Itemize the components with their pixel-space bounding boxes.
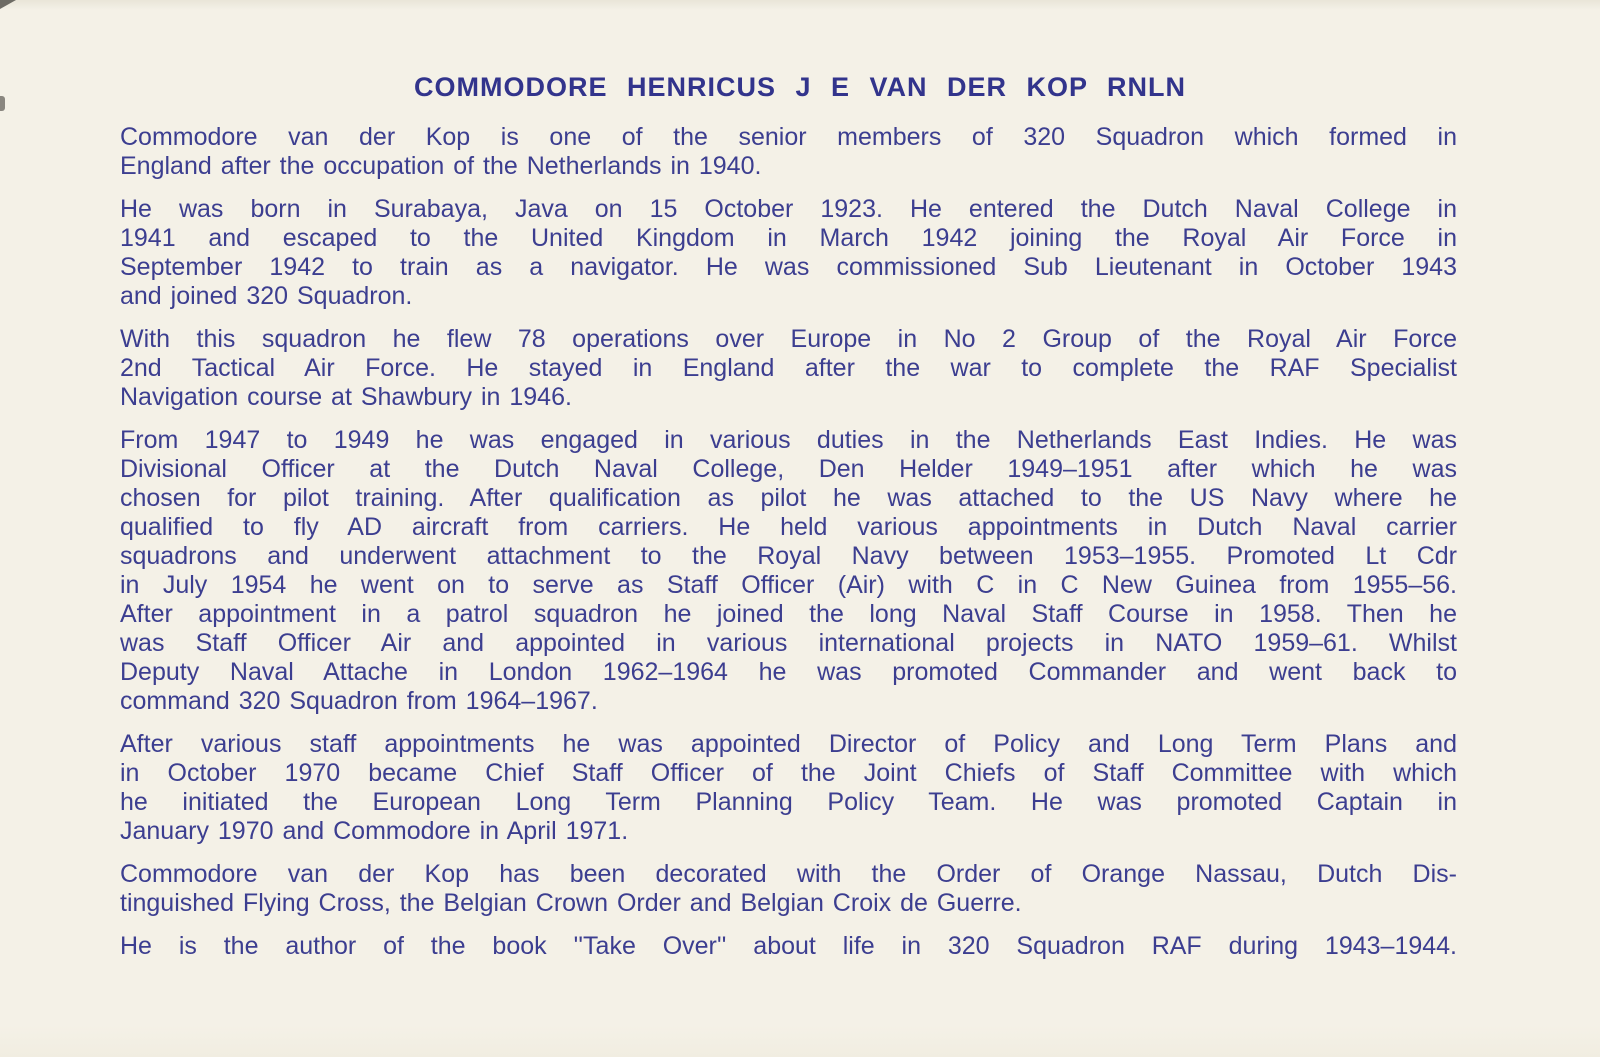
text-line: After appointment in a patrol squadron he joined the long Naval Staff Course in 1958. Then he [120, 600, 1457, 628]
text-line: squadrons and underwent attachment to the Royal Navy between 1953–1955. Promoted Lt Cdr [120, 542, 1457, 570]
document-body [120, 123, 1457, 975]
paragraph [120, 932, 1457, 961]
paragraph [120, 426, 1457, 716]
text-line: January 1970 and Commodore in April 1971. [120, 817, 629, 845]
paragraph [120, 730, 1457, 846]
text-line: in October 1970 became Chief Staff Officer of the Joint Chiefs of Staff Committee with which [120, 759, 1457, 787]
text-line: Deputy Naval Attache in London 1962–1964 he was promoted Commander and went back to [120, 658, 1457, 686]
text-line: Divisional Officer at the Dutch Naval College, Den Helder 1949–1951 after which he was [120, 455, 1457, 483]
text-line: From 1947 to 1949 he was engaged in various duties in the Netherlands East Indies. He was [120, 426, 1457, 454]
paragraph [120, 860, 1457, 918]
text-line: With this squadron he flew 78 operations over Europe in No 2 Group of the Royal Air Force [120, 325, 1457, 353]
paragraph [120, 325, 1457, 412]
text-line: Commodore van der Kop is one of the senior members of 320 Squadron which formed in [120, 123, 1457, 151]
text-line: He is the author of the book ''Take Over'' about life in 320 Squadron RAF during 1943–1944. [120, 932, 1457, 960]
text-line: After various staff appointments he was appointed Director of Policy and Long Term Plans and [120, 730, 1457, 758]
text-line: was Staff Officer Air and appointed in various international projects in NATO 1959–61. Whilst [120, 629, 1457, 657]
text-line: and joined 320 Squadron. [120, 282, 413, 310]
text-line: in July 1954 he went on to serve as Staff Officer (Air) with C in C New Guinea from 1955–56. [120, 571, 1457, 599]
text-line: tinguished Flying Cross, the Belgian Crown Order and Belgian Croix de Guerre. [120, 889, 1022, 917]
page-title: COMMODORE HENRICUS J E VAN DER KOP RNLN [413, 72, 1187, 102]
text-line: he initiated the European Long Term Planning Policy Team. He was promoted Captain in [120, 788, 1457, 816]
text-line: qualified to fly AD aircraft from carriers. He held various appointments in Dutch Naval carrier [120, 513, 1457, 541]
text-line: command 320 Squadron from 1964–1967. [120, 687, 598, 715]
text-line: September 1942 to train as a navigator. He was commissioned Sub Lieutenant in October 1943 [120, 253, 1457, 281]
text-line: He was born in Surabaya, Java on 15 October 1923. He entered the Dutch Naval College in [120, 195, 1457, 223]
text-line: England after the occupation of the Netherlands in 1940. [120, 152, 762, 180]
paragraph [120, 123, 1457, 181]
text-line: Navigation course at Shawbury in 1946. [120, 383, 572, 411]
text-line: chosen for pilot training. After qualification as pilot he was attached to the US Navy where he [120, 484, 1457, 512]
text-line: 1941 and escaped to the United Kingdom in March 1942 joining the Royal Air Force in [120, 224, 1457, 252]
scan-artifact-corner [0, 0, 16, 9]
paragraph [120, 195, 1457, 311]
text-line: Commodore van der Kop has been decorated with the Order of Orange Nassau, Dutch Dis- [120, 860, 1457, 888]
text-line: 2nd Tactical Air Force. He stayed in England after the war to complete the RAF Specialist [120, 354, 1457, 382]
